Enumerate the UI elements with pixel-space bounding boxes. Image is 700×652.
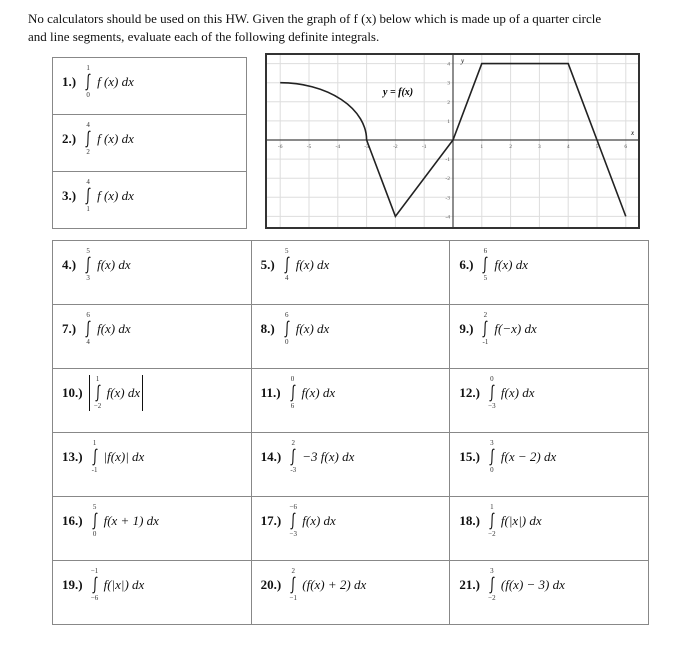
problem-cell[interactable] <box>53 58 247 115</box>
integrand: f(x) dx <box>97 321 131 336</box>
lower-limit: 4 <box>86 338 90 346</box>
table-row <box>53 433 649 497</box>
problem-cell[interactable] <box>53 172 247 229</box>
integrand: f(x) dx <box>494 257 528 272</box>
integral-sign <box>479 247 491 283</box>
upper-limit: 2 <box>291 439 295 447</box>
upper-limit: 2 <box>291 567 295 575</box>
problem-number: 11.) <box>260 385 281 400</box>
lower-limit: 6 <box>290 402 295 410</box>
y-tick-label: -2 <box>445 176 450 183</box>
integral-sign <box>287 439 299 475</box>
integral-symbol-icon <box>289 576 297 594</box>
problem-cell[interactable] <box>251 561 450 625</box>
integral-sign <box>82 121 94 157</box>
integral-sign <box>82 178 94 214</box>
integral-sign <box>92 375 104 411</box>
upper-limit: 4 <box>86 121 90 129</box>
problem-number: 3.) <box>62 188 77 203</box>
integral-sign <box>287 375 299 411</box>
integrand: f(x) dx <box>302 513 336 528</box>
integrand: f(−x) dx <box>494 321 537 336</box>
problem-cell[interactable] <box>251 433 450 497</box>
y-tick-label: -3 <box>445 195 450 202</box>
integral-symbol-icon <box>488 576 496 594</box>
integral-sign <box>486 439 498 475</box>
integral-symbol-icon <box>84 187 92 205</box>
problem-cell[interactable] <box>251 497 450 561</box>
problem-17 <box>252 497 450 539</box>
upper-limit: 1 <box>92 439 97 447</box>
integral-symbol-icon <box>283 256 291 274</box>
problem-cell[interactable] <box>53 369 252 433</box>
problem-number: 17.) <box>260 513 282 528</box>
integral-symbol-icon <box>488 512 496 530</box>
table-row <box>53 497 649 561</box>
problem-number: 1.) <box>62 74 77 89</box>
upper-limit: 6 <box>483 247 488 255</box>
upper-limit: 1 <box>86 64 90 72</box>
table-row <box>53 172 247 229</box>
table-row <box>53 115 247 172</box>
problem-number: 19.) <box>62 577 83 592</box>
integral-sign <box>89 567 101 603</box>
problem-cell[interactable] <box>53 115 247 172</box>
lower-limit: −2 <box>488 530 496 538</box>
problem-10 <box>53 369 251 411</box>
integrand: (f(x) − 3) dx <box>500 577 565 592</box>
y-tick-label: -1 <box>445 157 450 164</box>
problem-12 <box>450 369 648 411</box>
upper-limit: 6 <box>285 311 289 319</box>
problem-13 <box>53 433 251 475</box>
problem-cell[interactable] <box>251 369 450 433</box>
lower-limit: 3 <box>86 274 90 282</box>
lower-limit: −6 <box>90 594 99 602</box>
integral-sign <box>287 503 299 539</box>
table-row <box>53 561 649 625</box>
problem-number: 18.) <box>459 513 480 528</box>
integral-symbol-icon <box>481 320 489 338</box>
upper-limit: 1 <box>95 375 100 383</box>
problem-8 <box>252 305 450 347</box>
x-tick-label: 2 <box>509 144 512 150</box>
instructions-line-1: No calculators should be used on this HW. Given the graph of f (x) below which is made up of a quarter circle <box>28 11 602 26</box>
problem-number: 15.) <box>459 449 480 464</box>
problem-number: 14.) <box>260 449 282 464</box>
problem-number: 16.) <box>62 513 83 528</box>
problem-cell[interactable] <box>450 497 649 561</box>
upper-limit: 5 <box>92 503 97 511</box>
integral-symbol-icon <box>84 256 92 274</box>
integrand: (f(x) + 2) dx <box>302 577 367 592</box>
integral-symbol-icon <box>91 512 99 530</box>
upper-limit: 5 <box>86 247 90 255</box>
integrand: f (x) dx <box>97 131 134 146</box>
problem-cell[interactable] <box>450 241 649 305</box>
function-label: y = f(x) <box>383 87 414 98</box>
integral-sign <box>479 311 491 347</box>
lower-limit: 0 <box>86 91 90 99</box>
lower-limit: -1 <box>91 466 98 474</box>
integrand: −3 f(x) dx <box>302 449 355 464</box>
lower-limit: 0 <box>285 338 289 346</box>
integral-sign <box>486 567 498 603</box>
x-tick-label: -3 <box>364 144 369 150</box>
x-tick-label: -4 <box>335 144 341 150</box>
integral-symbol-icon <box>283 320 291 338</box>
lower-limit: 2 <box>86 148 90 156</box>
problem-3 <box>53 172 246 214</box>
y-tick-label: 2 <box>447 99 450 106</box>
problem-cell[interactable] <box>53 305 252 369</box>
upper-limit: 0 <box>290 375 295 383</box>
problem-7 <box>53 305 251 347</box>
integrand: f(x) dx <box>106 385 141 400</box>
problem-number: 9.) <box>459 321 474 336</box>
integral-symbol-icon <box>84 130 92 148</box>
problem-20 <box>252 561 450 603</box>
x-tick-label: 5 <box>595 144 599 150</box>
upper-limit: 5 <box>285 247 289 255</box>
upper-limit: 0 <box>490 375 494 383</box>
problems-4-21-table <box>52 240 649 625</box>
table-row <box>53 241 649 305</box>
problems-1-3-table <box>52 57 247 229</box>
lower-limit: -3 <box>290 466 297 474</box>
integral-sign <box>89 503 101 539</box>
integrand: f(x) dx <box>295 257 330 272</box>
problem-number: 13.) <box>62 449 83 464</box>
problem-number: 6.) <box>459 257 474 272</box>
problem-number: 7.) <box>62 321 77 336</box>
integral-symbol-icon <box>289 512 297 530</box>
integral-sign <box>82 64 94 100</box>
integral-sign <box>89 439 101 475</box>
x-tick-label: 4 <box>566 144 570 150</box>
x-tick-label: 1 <box>480 144 484 150</box>
problem-2 <box>53 115 246 157</box>
y-tick-label: 4 <box>447 61 450 68</box>
lower-limit: −1 <box>289 594 297 602</box>
lower-limit: −3 <box>488 402 496 410</box>
integral-symbol-icon <box>289 384 297 402</box>
problem-14 <box>252 433 450 475</box>
problem-number: 2.) <box>62 131 77 146</box>
integral-sign <box>486 375 498 411</box>
integrand: f(x − 2) dx <box>500 449 557 464</box>
problem-11 <box>252 369 450 411</box>
problem-number: 8.) <box>260 321 275 336</box>
integrand: f(x + 1) dx <box>103 513 159 528</box>
upper-limit: −1 <box>90 567 99 575</box>
problem-19 <box>53 561 251 603</box>
problem-4 <box>53 241 251 283</box>
integrand: f(x) dx <box>500 385 535 400</box>
integrand: f(x) dx <box>301 385 336 400</box>
problem-9 <box>450 305 648 347</box>
problem-number: 4.) <box>62 257 77 272</box>
problem-cell[interactable] <box>450 369 649 433</box>
x-tick-label: -5 <box>306 144 312 150</box>
integral-sign <box>281 311 293 347</box>
integral-symbol-icon <box>488 384 496 402</box>
problem-21 <box>450 561 648 603</box>
lower-limit: 5 <box>483 274 488 282</box>
integral-symbol-icon <box>488 448 496 466</box>
x-tick-label: -2 <box>393 144 398 150</box>
problem-15 <box>450 433 648 475</box>
upper-limit: 2 <box>483 311 488 319</box>
problem-cell[interactable] <box>53 433 252 497</box>
problem-16 <box>53 497 251 539</box>
x-tick-label: 3 <box>538 144 541 150</box>
problem-cell[interactable] <box>251 305 450 369</box>
function-graph <box>265 53 640 229</box>
problem-cell[interactable] <box>53 497 252 561</box>
y-tick-label: 3 <box>447 80 450 87</box>
upper-limit: 6 <box>86 311 90 319</box>
problem-cell[interactable] <box>251 241 450 305</box>
problem-18 <box>450 497 648 539</box>
problem-6 <box>450 241 648 283</box>
integrand: |f(x)| dx <box>103 449 145 464</box>
problem-number: 10.) <box>62 385 83 400</box>
upper-limit: 3 <box>490 567 494 575</box>
upper-limit: 3 <box>490 439 494 447</box>
instructions <box>28 10 601 46</box>
integral-sign <box>82 311 94 347</box>
integral-symbol-icon <box>481 256 489 274</box>
integral-symbol-icon <box>91 576 99 594</box>
lower-limit: 0 <box>92 530 97 538</box>
x-tick-label: 6 <box>624 144 628 150</box>
integral-sign <box>287 567 299 603</box>
upper-limit: −6 <box>289 503 297 511</box>
instructions-line-2: and line segments, evaluate each of the following definite integrals. <box>28 29 380 44</box>
table-row <box>53 305 649 369</box>
problem-number: 20.) <box>260 577 282 592</box>
problem-cell[interactable] <box>450 433 649 497</box>
integrand: f (x) dx <box>97 74 134 89</box>
integrand: f(x) dx <box>295 321 330 336</box>
lower-limit: 4 <box>285 274 289 282</box>
integrand: f (x) dx <box>97 188 134 203</box>
integral-sign <box>486 503 498 539</box>
x-axis-label: x <box>631 129 635 137</box>
y-axis-label: y <box>461 57 465 65</box>
problem-1 <box>53 58 246 100</box>
integral-sign <box>281 247 293 283</box>
lower-limit: −3 <box>289 530 297 538</box>
x-tick-label: -6 <box>277 144 283 150</box>
problem-number: 12.) <box>459 385 480 400</box>
lower-limit: 0 <box>490 466 494 474</box>
problem-number: 21.) <box>459 577 480 592</box>
problem-cell[interactable] <box>53 561 252 625</box>
problem-5 <box>252 241 450 283</box>
integrand: f(x) dx <box>97 257 131 272</box>
lower-limit: −2 <box>93 402 102 410</box>
integral-symbol-icon <box>84 320 92 338</box>
problem-cell[interactable] <box>450 561 649 625</box>
problem-cell[interactable] <box>53 241 252 305</box>
problem-cell[interactable] <box>450 305 649 369</box>
integrand: f(|x|) dx <box>103 577 145 592</box>
integral-symbol-icon <box>91 448 99 466</box>
absolute-value-bars <box>89 375 144 411</box>
integral-sign <box>82 247 94 283</box>
lower-limit: −2 <box>488 594 496 602</box>
lower-limit: 1 <box>86 205 90 213</box>
y-tick-label: -4 <box>445 214 450 221</box>
table-row <box>53 369 649 433</box>
integral-symbol-icon <box>94 384 102 402</box>
upper-limit: 1 <box>490 503 494 511</box>
y-tick-label: 1 <box>447 118 450 125</box>
integral-symbol-icon <box>289 448 297 466</box>
problem-number: 5.) <box>260 257 275 272</box>
integrand: f(|x|) dx <box>500 513 542 528</box>
table-row <box>53 58 247 115</box>
upper-limit: 4 <box>86 178 90 186</box>
x-tick-label: -1 <box>421 144 427 150</box>
integral-symbol-icon <box>84 73 92 91</box>
lower-limit: -1 <box>482 338 489 346</box>
